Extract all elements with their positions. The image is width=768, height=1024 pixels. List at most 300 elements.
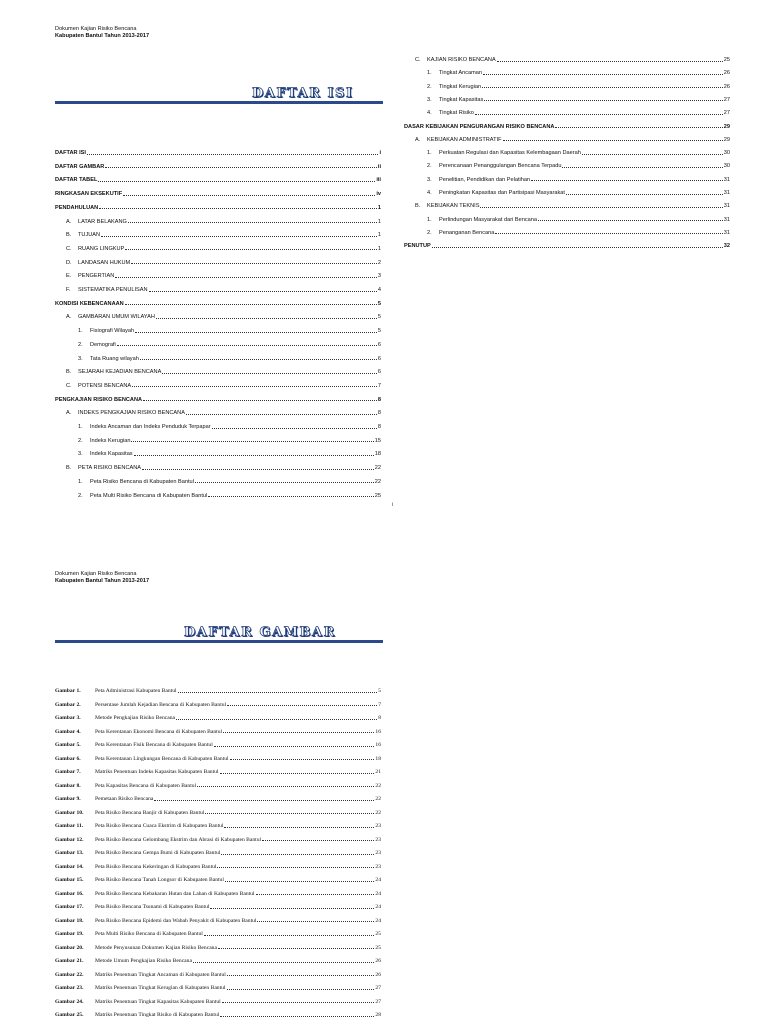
figure-entry[interactable]	[55, 1010, 381, 1018]
toc-entry-title: TUJUAN	[78, 232, 101, 239]
toc-entry[interactable]	[55, 217, 381, 225]
toc-title-rule	[55, 101, 383, 104]
toc-entry[interactable]	[404, 122, 730, 130]
toc-entry[interactable]	[404, 175, 730, 183]
figure-entry-label: Gambar 8.	[55, 782, 81, 789]
dot-leader	[210, 908, 374, 909]
figure-entry-page: 22	[375, 809, 381, 816]
dot-leader	[197, 786, 374, 787]
page2-header	[55, 571, 149, 585]
toc-entry-title: LATAR BELAKANG	[78, 218, 127, 225]
figure-entry-label: Gambar 2.	[55, 701, 81, 708]
dot-leader	[220, 773, 375, 774]
figure-entry-label: Gambar 1.	[55, 688, 81, 694]
figure-entry-page: 24	[375, 904, 381, 910]
figures-title: DAFTAR GAMBAR	[184, 625, 336, 640]
figure-entry-label: Gambar 24.	[55, 998, 84, 1005]
dot-leader	[562, 167, 722, 168]
toc-entry-title: Indeks Kapasitas	[90, 451, 133, 458]
toc-entry-number: 4.	[427, 190, 432, 196]
toc-entry-page: 6	[377, 369, 381, 376]
toc-entry-number: 3.	[78, 451, 83, 458]
figure-entry[interactable]	[55, 821, 381, 829]
toc-entry-page: 7	[377, 382, 381, 389]
toc-entry[interactable]	[55, 148, 381, 156]
dot-leader	[149, 291, 377, 292]
toc-entry-page: 5	[377, 300, 381, 307]
figure-entry-title: Peta Administrasi Kabupaten Bantul	[95, 688, 177, 694]
dot-leader	[131, 441, 373, 442]
toc-entry-number: A.	[66, 410, 72, 417]
dot-leader	[222, 1002, 375, 1003]
toc-entry-number: B.	[415, 203, 421, 210]
figure-entry-label: Gambar 12.	[55, 836, 84, 843]
toc-entry-number: 2.	[427, 163, 432, 170]
figure-entry-label: Gambar 19.	[55, 931, 84, 937]
toc-entry-page: 8	[377, 424, 381, 430]
figure-entry[interactable]	[55, 808, 381, 816]
toc-entry-number: C.	[66, 245, 72, 252]
toc-entry-title: DAFTAR GAMBAR	[55, 163, 105, 170]
toc-entry-page: 1	[377, 218, 381, 225]
figure-entry-title: Metode Umum Pengkajian Risiko Bencana	[95, 958, 192, 964]
figure-entry-title: Matriks Penentuan Tingkat Ancaman di Kabupaten Bantul	[95, 971, 226, 978]
figure-entry-label: Gambar 18.	[55, 917, 84, 924]
toc-entry-title: PENGERTIAN	[78, 273, 115, 280]
figure-entry-page: 24	[375, 877, 381, 883]
dot-leader	[178, 692, 378, 693]
toc-entry-number: C.	[66, 382, 72, 389]
toc-entry-title: Peta Multi Risiko Bencana di Kabupaten Bantul	[90, 492, 208, 499]
figure-entry[interactable]	[55, 983, 381, 991]
figure-entry[interactable]	[55, 754, 381, 762]
toc-entry-number: B.	[66, 232, 72, 239]
toc-entry-page: 8	[377, 410, 381, 417]
toc-entry-title: LANDASAN HUKUM	[78, 259, 131, 266]
toc-entry[interactable]	[55, 477, 381, 485]
toc-entry-title: POTENSI BENCANA	[78, 382, 132, 389]
figure-entry[interactable]	[55, 970, 381, 978]
figure-entry[interactable]	[55, 794, 381, 802]
figure-entry-page: 16	[375, 728, 381, 735]
dot-leader	[482, 87, 723, 88]
toc-entry-number: F.	[66, 287, 71, 293]
toc-entry-number: 1.	[427, 216, 432, 223]
figure-entry-page: 23	[375, 850, 381, 856]
toc-entry[interactable]	[55, 285, 381, 293]
dot-leader	[256, 894, 375, 895]
figure-entry-title: Peta Risiko Bencana Tanah Longsor di Kabupaten Bantul	[95, 877, 224, 883]
toc-entry-page: 30	[723, 150, 730, 157]
figure-entry-title: Matriks Penentuan Tingkat Kapasitas Kabupaten Bantul	[95, 998, 221, 1005]
toc-entry-number: 1.	[427, 70, 432, 77]
dot-leader	[227, 705, 377, 706]
dot-leader	[105, 167, 377, 168]
figure-entry-label: Gambar 4.	[55, 728, 81, 735]
toc-entry[interactable]	[55, 422, 381, 430]
toc-entry-number: 2.	[427, 229, 432, 236]
toc-entry[interactable]	[55, 258, 381, 266]
figure-entry-label: Gambar 16.	[55, 890, 84, 897]
dot-leader	[582, 154, 723, 155]
dot-leader	[217, 867, 374, 868]
toc-entry[interactable]	[404, 82, 730, 90]
dot-leader	[132, 386, 377, 387]
figure-entry-title: Peta Risiko Bencana Banjir di Kabupaten Bantul	[95, 809, 205, 816]
figure-entry-label: Gambar 9.	[55, 796, 81, 802]
page2-header-line2: Kabupaten Bantul Tahun 2013-2017	[55, 578, 150, 584]
dot-leader	[432, 247, 723, 248]
figure-entry[interactable]	[55, 943, 381, 951]
dot-leader	[115, 277, 377, 278]
toc-entry-number: 3.	[427, 96, 432, 103]
figure-entry-page: 26	[375, 971, 381, 978]
toc-entry-page: 31	[723, 203, 730, 210]
figure-entry-label: Gambar 15.	[55, 877, 84, 883]
toc-entry-title: Tingkat Risiko	[439, 110, 474, 117]
toc-entry-page: 1	[377, 204, 381, 211]
toc-entry-title: PENUTUP	[404, 243, 431, 250]
toc-entry-number: 2.	[78, 437, 83, 444]
toc-entry-page: 31	[723, 176, 730, 183]
figure-entry-page: 22	[375, 796, 381, 802]
toc-entry-title: RUANG LINGKUP	[78, 245, 125, 252]
toc-entry-page: 25	[374, 492, 381, 499]
toc-entry-number: E.	[66, 273, 72, 280]
toc-entry-title: KEBIJAKAN TEKNIS	[427, 203, 480, 210]
figure-entry-title: Matriks Penentuan Tingkat Kerugian di Kabupaten Bantul	[95, 985, 226, 991]
toc-entry-page: 27	[723, 96, 730, 103]
figure-entry-label: Gambar 23.	[55, 985, 84, 991]
toc-entry-title: Penanganan Bencana	[439, 229, 495, 236]
toc-entry-title: KEBIJAKAN ADMINISTRATIF	[427, 136, 502, 143]
dot-leader	[503, 140, 723, 141]
figure-entry[interactable]	[55, 889, 381, 897]
dot-leader	[531, 180, 723, 181]
toc-entry-title: Perkuatan Regulasi dan Kapasitas Kelembagaan Daerah	[439, 150, 581, 157]
dot-leader	[495, 233, 722, 234]
toc-entry[interactable]	[404, 201, 730, 209]
toc-entry[interactable]	[55, 340, 381, 348]
figures-title-rule	[55, 640, 383, 643]
toc-entry[interactable]	[404, 188, 730, 196]
dot-leader	[227, 989, 375, 990]
toc-entry[interactable]	[404, 241, 730, 249]
figure-entry-page: 26	[375, 958, 381, 964]
dot-leader	[218, 948, 374, 949]
toc-entry[interactable]	[55, 162, 381, 170]
toc-entry[interactable]	[404, 228, 730, 236]
toc-entry-page: 4	[377, 287, 381, 293]
dot-leader	[98, 181, 375, 182]
figure-entry[interactable]	[55, 713, 381, 721]
figure-entry-title: Peta Risiko Bencana Tsunami di Kabupaten Bantul	[95, 904, 210, 910]
toc-entry[interactable]	[55, 312, 381, 320]
toc-entry-number: 1.	[78, 478, 83, 485]
toc-entry-page: 2	[377, 259, 381, 266]
toc-entry-title: RINGKASAN EKSEKUTIF	[55, 191, 123, 198]
figure-entry-title: Peta Kerentanan Fisik Bencana di Kabupaten Bantul	[95, 742, 213, 748]
toc-entry[interactable]	[55, 463, 381, 471]
toc-entry-page: 31	[723, 229, 730, 236]
toc-entry[interactable]	[55, 271, 381, 279]
dot-leader	[566, 194, 723, 195]
toc-entry-title: PENDAHULUAN	[55, 204, 99, 211]
toc-entry-number: 3.	[78, 355, 83, 362]
toc-entry-page: 29	[723, 123, 730, 130]
dot-leader	[193, 962, 374, 963]
toc-entry-title: Tata Ruang wilayah	[90, 355, 139, 362]
figure-entry-page: 18	[375, 755, 381, 762]
toc-entry-page: 30	[723, 163, 730, 170]
dot-leader	[128, 222, 377, 223]
toc-entry-title: Fisiografi Wilayah	[90, 328, 135, 335]
figure-entry-label: Gambar 14.	[55, 863, 84, 870]
toc-entry-number: C.	[415, 57, 421, 63]
dot-leader	[262, 840, 374, 841]
dot-leader	[475, 114, 723, 115]
toc-entry-number: D.	[66, 259, 72, 266]
toc-entry-title: Tingkat Kapasitas	[439, 96, 484, 103]
figure-entry-title: Pemetaan Risiko Bencana	[95, 796, 154, 802]
toc-entry-number: 1.	[427, 150, 432, 157]
toc-entry-title: Perencanaan Penanggulangan Bencana Terpadu	[439, 163, 562, 170]
toc-entry-page: 27	[723, 110, 730, 117]
figure-entry[interactable]	[55, 767, 381, 775]
toc-entry-page: 5	[377, 314, 381, 321]
figure-entry[interactable]	[55, 902, 381, 910]
toc-entry[interactable]	[55, 299, 381, 307]
toc-entry[interactable]	[55, 491, 381, 499]
figure-entry-page: 27	[375, 998, 381, 1005]
dot-leader	[480, 207, 722, 208]
toc-entry-page: 18	[374, 451, 381, 458]
toc-entry-title: DASAR KEBIJAKAN PENGURANGAN RISIKO BENCANA	[404, 123, 555, 130]
toc-entry-title: DAFTAR TABEL	[55, 177, 98, 184]
figure-entry-page: 28	[375, 1012, 381, 1018]
figure-entry-page: 22	[375, 782, 381, 789]
toc-entry-number: A.	[66, 314, 72, 321]
figure-entry-label: Gambar 6.	[55, 755, 81, 762]
dot-leader	[497, 61, 723, 62]
dot-leader	[156, 318, 377, 319]
dot-leader	[135, 332, 377, 333]
figure-entry[interactable]	[55, 875, 381, 883]
figure-entry-title: Peta Risiko Bencana Gelombang Ekstrim dan Abrasi di Kabupaten Bantul	[95, 836, 262, 843]
dot-leader	[214, 746, 375, 747]
toc-entry-number: 1.	[78, 328, 83, 335]
toc-entry-page: 26	[723, 83, 730, 90]
figure-entry[interactable]	[55, 916, 381, 924]
dot-leader	[223, 732, 374, 733]
toc-entry-page: 1	[377, 245, 381, 252]
dot-leader	[143, 400, 377, 401]
dot-leader	[131, 263, 377, 264]
toc-entry-page: 25	[723, 57, 730, 63]
toc-entry-page: 29	[723, 136, 730, 143]
figure-entry-title: Peta Risiko Bencana Kebakaran Hutan dan Lahan di Kabupaten Bantul	[95, 890, 255, 897]
figure-entry[interactable]	[55, 835, 381, 843]
figure-entry-page: 25	[375, 944, 381, 951]
toc-title: DAFTAR ISI	[252, 86, 354, 101]
dot-leader	[220, 1016, 374, 1017]
dot-leader	[176, 719, 377, 720]
figure-entry-title: Peta Multi Risiko Bencana di Kabupaten Bantul	[95, 931, 203, 937]
toc-entry[interactable]	[55, 354, 381, 362]
toc-entry-number: A.	[66, 218, 72, 225]
toc-entry[interactable]	[55, 436, 381, 444]
dot-leader	[208, 496, 374, 497]
figure-entry-title: Matriks Penentuan Indeks Kapasitas Kabupaten Bantul	[95, 769, 219, 775]
toc-entry-number: 2.	[78, 341, 83, 348]
page1-header-line2: Kabupaten Bantul Tahun 2013-2017	[55, 33, 150, 39]
toc-entry-page: iii	[376, 177, 381, 184]
toc-entry[interactable]	[404, 148, 730, 156]
toc-entry-title: Peta Risiko Bencana di Kabupaten Bantul	[90, 478, 194, 485]
figure-entry-page: 23	[375, 863, 381, 870]
figure-entry-label: Gambar 10.	[55, 809, 84, 816]
figure-entry-title: Matriks Penentuan Tingkat Risiko di Kabupaten Bantul	[95, 1012, 220, 1018]
toc-entry-page: 22	[374, 465, 381, 472]
dot-leader	[123, 195, 375, 196]
figure-entry[interactable]	[55, 727, 381, 735]
figure-entry[interactable]	[55, 956, 381, 964]
toc-entry[interactable]	[404, 55, 730, 63]
toc-entry-title: Penelitian, Pendidikan dan Pelatihan	[439, 176, 531, 183]
toc-entry[interactable]	[55, 408, 381, 416]
figure-entry[interactable]	[55, 686, 381, 694]
toc-entry-number: 3.	[427, 176, 432, 183]
dot-leader	[186, 414, 377, 415]
toc-entry-title: Indeks Kerugian	[90, 437, 131, 444]
figure-entry-title: Peta Risiko Bencana Epidemi dan Wabah Penyakit di Kabupaten Bantul	[95, 917, 257, 924]
dot-leader	[134, 455, 374, 456]
figure-entry-title: Peta Risiko Bencana Gempa Bumi di Kabupaten Bantul	[95, 850, 221, 856]
toc-entry[interactable]	[404, 135, 730, 143]
toc-entry-title: KAJIAN RISIKO BENCANA	[427, 57, 496, 63]
toc-entry[interactable]	[55, 189, 381, 197]
toc-entry-page: 31	[723, 216, 730, 223]
figure-entry-label: Gambar 5.	[55, 742, 81, 748]
figure-entry-title: Peta Kerentanan Ekonomi Bencana di Kabupaten Bantul	[95, 728, 223, 735]
toc-entry-page: 1	[377, 232, 381, 239]
figure-entry-label: Gambar 20.	[55, 944, 84, 951]
toc-entry[interactable]	[404, 95, 730, 103]
toc-entry-page: 26	[723, 70, 730, 77]
toc-entry-number: 1.	[78, 424, 83, 430]
figure-entry-page: 16	[375, 742, 381, 748]
figure-entry[interactable]	[55, 929, 381, 937]
dot-leader	[221, 854, 374, 855]
toc-entry-number: B.	[66, 465, 72, 472]
figure-entry[interactable]	[55, 862, 381, 870]
toc-entry-title: KONDISI KEBENCANAAN	[55, 300, 124, 307]
toc-entry-page: 8	[377, 396, 381, 403]
figure-entry-page: 24	[375, 917, 381, 924]
figure-entry-page: 23	[375, 836, 381, 843]
figure-entry-title: Peta Kerentanan Lingkungan Bencana di Kabupaten Bantul	[95, 755, 229, 762]
toc-entry-page: 22	[374, 478, 381, 485]
dot-leader	[162, 373, 377, 374]
toc-entry-page: 3	[377, 273, 381, 280]
figure-entry[interactable]	[55, 740, 381, 748]
dot-leader	[195, 482, 374, 483]
figure-entry-page: 23	[375, 823, 381, 829]
toc-entry[interactable]	[404, 108, 730, 116]
figure-entry-title: Peta Risiko Bencana Cuaca Ekstrim di Kabupaten Bantul	[95, 823, 224, 829]
toc-entry-title: Demografi	[90, 341, 116, 348]
figure-entry-label: Gambar 25.	[55, 1012, 84, 1018]
figure-entry-title: Persentase Jumlah Kejadian Bencana di Kabupaten Bantul	[95, 701, 227, 708]
page2-header-line1: Dokumen Kajian Risiko Bencana	[55, 571, 137, 577]
toc-entry[interactable]	[404, 215, 730, 223]
toc-entry-title: Perlindungan Masyarakat dari Bencana	[439, 216, 537, 223]
figure-entry-label: Gambar 3.	[55, 715, 81, 721]
dot-leader	[538, 220, 723, 221]
figure-entry[interactable]	[55, 781, 381, 789]
figure-entry-page: 25	[375, 931, 381, 937]
dot-leader	[224, 827, 374, 828]
toc-entry-page: ii	[377, 163, 381, 170]
toc-entry-page: 6	[377, 341, 381, 348]
dot-leader	[142, 469, 374, 470]
toc-entry-title: INDEKS PENGKAJIAN RISIKO BENCANA	[78, 410, 185, 417]
dot-leader	[205, 813, 374, 814]
toc-entry-page: 15	[374, 437, 381, 444]
page1-number: i	[392, 502, 394, 508]
toc-entry[interactable]	[404, 68, 730, 76]
figure-entry-label: Gambar 7.	[55, 769, 81, 775]
dot-leader	[483, 74, 723, 75]
toc-entry[interactable]	[55, 367, 381, 375]
toc-entry-page: 31	[723, 190, 730, 196]
figure-entry-page: 21	[375, 769, 381, 775]
dot-leader	[257, 921, 374, 922]
figure-entry-title: Peta Kapasitas Bencana di Kabupaten Bantul	[95, 782, 197, 789]
toc-entry[interactable]	[55, 395, 381, 403]
figure-entry[interactable]	[55, 848, 381, 856]
toc-entry[interactable]	[55, 230, 381, 238]
figure-entry[interactable]	[55, 997, 381, 1005]
figure-entry-title: Metode Penyusunan Dokumen Kajian Risiko Bencana	[95, 944, 217, 951]
toc-entry-title: SISTEMATIKA PENULISAN	[78, 287, 148, 293]
figure-entry-page: 27	[375, 985, 381, 991]
page1-header-line1: Dokumen Kajian Risiko Bencana	[55, 26, 137, 32]
toc-entry[interactable]	[55, 449, 381, 457]
figure-entry[interactable]	[55, 700, 381, 708]
figure-entry-title: Metode Pengkajian Risiko Bencana	[95, 715, 176, 721]
figure-entry-label: Gambar 13.	[55, 850, 84, 856]
toc-entry[interactable]	[55, 203, 381, 211]
dot-leader	[212, 428, 377, 429]
toc-entry[interactable]	[55, 175, 381, 183]
figure-entry-label: Gambar 17.	[55, 904, 84, 910]
dot-leader	[230, 759, 375, 760]
dot-leader	[225, 881, 374, 882]
dot-leader	[227, 975, 375, 976]
figure-entry-page: 24	[375, 890, 381, 897]
toc-entry[interactable]	[55, 326, 381, 334]
toc-entry-title: Indeks Ancaman dan Indeks Penduduk Terpapar	[90, 424, 211, 430]
toc-entry[interactable]	[55, 244, 381, 252]
toc-entry[interactable]	[404, 161, 730, 169]
dot-leader	[204, 935, 375, 936]
toc-entry[interactable]	[55, 381, 381, 389]
page1-header	[55, 26, 149, 40]
dot-leader	[101, 236, 377, 237]
toc-entry-title: PETA RISIKO BENCANA	[78, 465, 141, 472]
toc-entry-number: 2.	[427, 83, 432, 90]
